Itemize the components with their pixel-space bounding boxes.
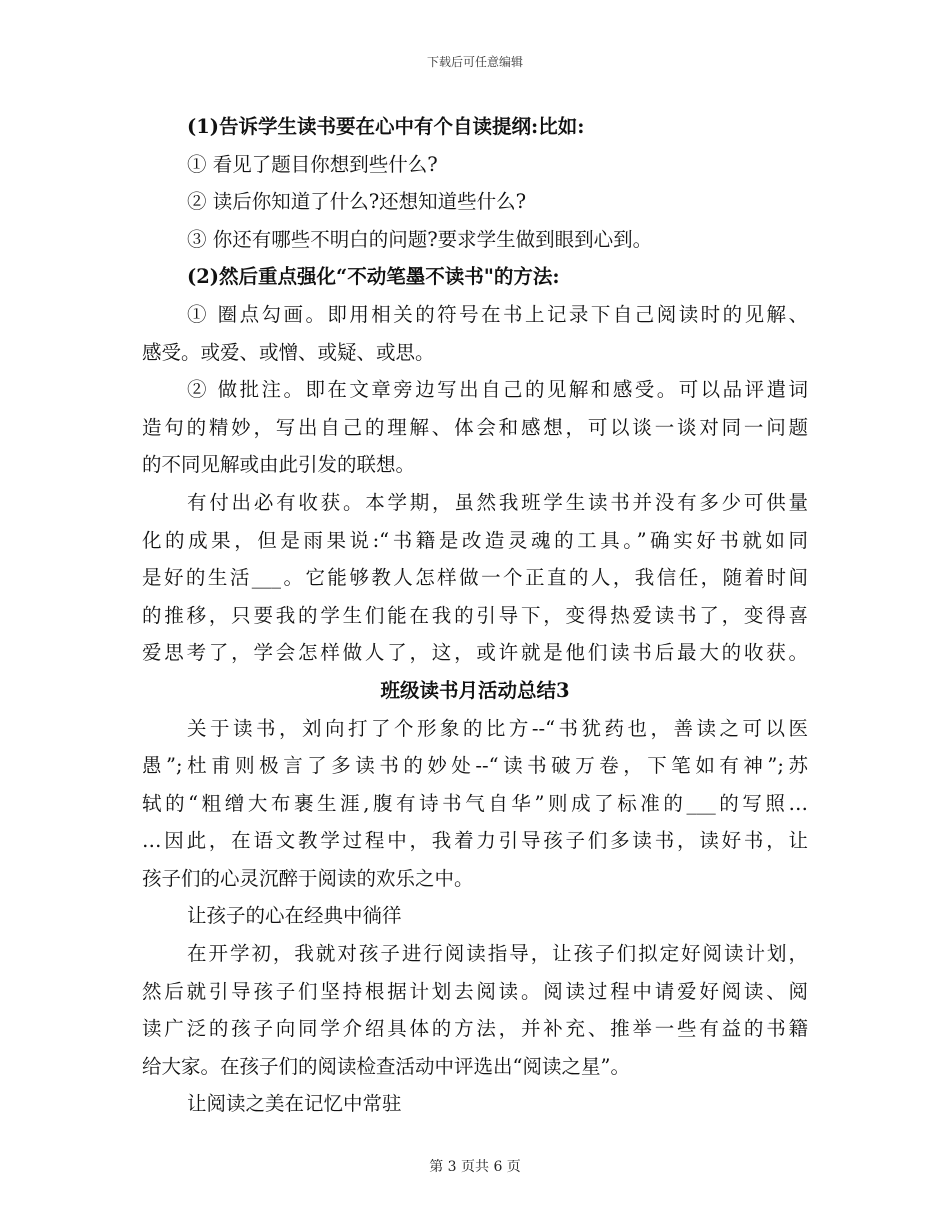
outline-item-1: ① 看见了题目你想到些什么? xyxy=(187,152,438,176)
paragraph-line: 然后就引导孩子们坚持根据计划去阅读。阅读过程中请爱好阅读、阅 xyxy=(142,979,808,1003)
paragraph-line: 关于读书，刘向打了个形象的比方--“书犹药也，善读之可以医 xyxy=(187,716,808,740)
subheading: 让阅读之美在记忆中常驻 xyxy=(187,1092,402,1116)
outline-item-2: ② 读后你知道了什么?还想知道些什么? xyxy=(187,190,527,214)
outline-heading-1: (1)告诉学生读书要在心中有个自读提纲:比如: xyxy=(187,115,585,138)
paragraph-line: …因此，在语文教学过程中，我着力引导孩子们多读书，读好书，让 xyxy=(142,829,808,853)
paragraph-line: ② 做批注。即在文章旁边写出自己的见解和感受。可以品评遣词 xyxy=(187,378,808,402)
paragraph-line: 轼的“粗缯大布裹生涯,腹有诗书气自华”则成了标准的___的写照… xyxy=(142,791,808,815)
paragraph-line: 读广泛的孩子向同学介绍具体的方法，并补充、推举一些有益的书籍 xyxy=(142,1017,808,1041)
section-title: 班级读书月活动总结3 xyxy=(380,678,570,702)
paragraph-line: 愚”;杜甫则极言了多读书的妙处--“读书破万卷，下笔如有神”;苏 xyxy=(142,754,808,778)
paragraph-line: 的推移，只要我的学生们能在我的引导下，变得热爱读书了，变得喜 xyxy=(142,603,808,627)
outline-item-3: ③ 你还有哪些不明白的问题?要求学生做到眼到心到。 xyxy=(187,227,653,251)
paragraph-line: 有付出必有收获。本学期，虽然我班学生读书并没有多少可供量 xyxy=(187,490,808,514)
subheading: 让孩子的心在经典中徜徉 xyxy=(187,904,402,928)
page-footer: 第 3 页共 6 页 xyxy=(429,1159,521,1175)
paragraph-line: 造句的精妙，写出自己的理解、体会和感想，可以谈一谈对同一问题 xyxy=(142,415,808,439)
document-body xyxy=(142,108,808,1123)
paragraph-line: ① 圈点勾画。即用相关的符号在书上记录下自己阅读时的见解、 xyxy=(187,302,808,326)
paragraph-line: 爱思考了，学会怎样做人了，这，或许就是他们读书后最大的收获。 xyxy=(142,641,808,665)
paragraph-line: 在开学初，我就对孩子进行阅读指导，让孩子们拟定好阅读计划， xyxy=(187,942,808,966)
paragraph-line: 化的成果，但是雨果说:“书籍是改造灵魂的工具。”确实好书就如同 xyxy=(142,528,808,552)
paragraph-line: 是好的生活___。它能够教人怎样做一个正直的人，我信任，随着时间 xyxy=(142,566,808,590)
paragraph-line: 孩子们的心灵沉醉于阅读的欢乐之中。 xyxy=(142,866,474,890)
outline-heading-2: (2)然后重点强化“不动笔墨不读书"的方法: xyxy=(187,265,560,289)
page-header: 下载后可任意编辑 xyxy=(426,55,523,69)
paragraph-line: 给大家。在孩子们的阅读检查活动中评选出“阅读之星”。 xyxy=(142,1054,630,1078)
paragraph-line: 感受。或爱、或憎、或疑、或思。 xyxy=(142,340,435,364)
paragraph-line: 的不同见解或由此引发的联想。 xyxy=(142,453,416,477)
